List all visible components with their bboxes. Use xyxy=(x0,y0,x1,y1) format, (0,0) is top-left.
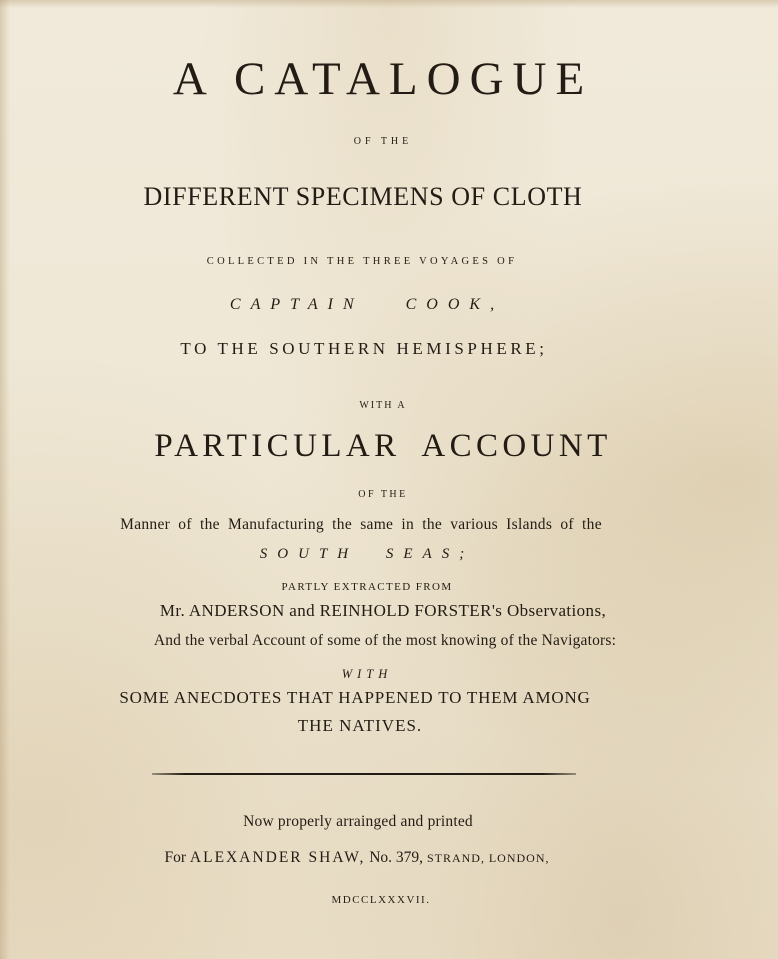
collected-line: COLLECTED IN THE THREE VOYAGES OF xyxy=(206,256,518,267)
publisher-line xyxy=(0,850,746,866)
particular-account-heading: PARTICULAR ACCOUNT xyxy=(154,428,612,464)
publisher-street: STRAND, xyxy=(426,851,485,865)
captain-cook-line: CAPTAIN COOK, xyxy=(229,296,505,313)
printed-line: Now properly arrainged and printed xyxy=(243,813,473,830)
of-the-connector-2: OF THE xyxy=(358,489,408,500)
with-connector: WITH xyxy=(341,667,393,681)
natives-line: THE NATIVES. xyxy=(297,716,423,735)
main-title: A CATALOGUE xyxy=(172,53,594,105)
divider-rule xyxy=(152,773,576,775)
publisher-city: LONDON, xyxy=(488,851,550,865)
anecdotes-line: SOME ANECDOTES THAT HAPPENED TO THEM AMONG xyxy=(119,688,591,707)
for-prefix: For xyxy=(164,849,187,866)
publisher-number: No. 379, xyxy=(369,849,424,866)
south-seas-line: SOUTH SEAS; xyxy=(259,546,475,562)
page-edge-shadow-top xyxy=(0,0,778,8)
with-a-connector: WITH A xyxy=(359,400,407,411)
hemisphere-line: TO THE SOUTHERN HEMISPHERE; xyxy=(180,339,548,358)
of-the-connector-1: OF THE xyxy=(353,136,413,147)
subject-heading: DIFFERENT SPECIMENS OF CLOTH xyxy=(143,182,583,211)
partly-extracted-line: PARTLY EXTRACTED FROM xyxy=(281,581,453,593)
observers-line: Mr. ANDERSON and REINHOLD FORSTER's Observations, xyxy=(159,601,607,620)
manner-line: Manner of the Manufacturing the same in the various Islands of the xyxy=(120,516,602,533)
publication-year: MDCCLXXXVII. xyxy=(331,894,431,906)
publisher-name: ALEXANDER SHAW, xyxy=(189,849,366,866)
verbal-account-line: And the verbal Account of some of the most knowing of the Navigators: xyxy=(153,632,617,649)
